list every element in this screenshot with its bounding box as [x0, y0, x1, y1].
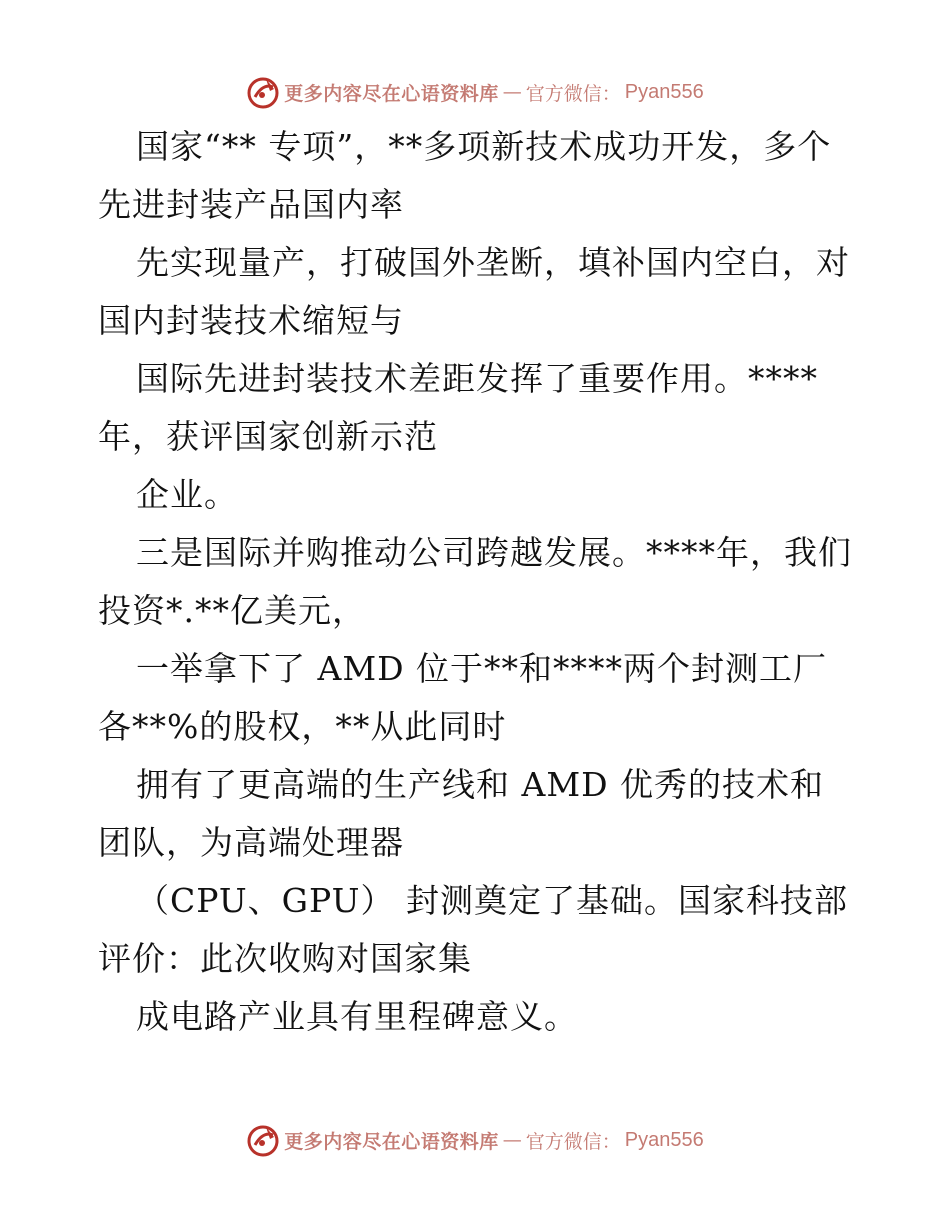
brand-logo-icon: [246, 1123, 280, 1157]
paragraph-8: （CPU、GPU） 封测奠定了基础。国家科技部评价：此次收购对国家集: [98, 881, 848, 978]
footer-wechat-handle: Pyan556: [624, 1128, 704, 1151]
header-banner-inner: [246, 75, 704, 109]
header-wechat-label: 官方微信：: [525, 82, 621, 105]
footer-dash: —: [502, 1129, 522, 1151]
paragraph-5: 三是国际并购推动公司跨越发展。****年，我们投资*.**亿美元，: [98, 533, 852, 630]
footer-wechat-label: 官方微信：: [525, 1130, 621, 1153]
footer-banner-inner: [246, 1123, 704, 1157]
paragraph-9: 成电路产业具有里程碑意义。: [136, 997, 578, 1036]
paragraph-2: 先实现量产，打破国外垄断，填补国内空白，对国内封装技术缩短与: [98, 243, 850, 340]
header-banner: [0, 72, 950, 112]
header-brand-text: 更多内容尽在心语资料库: [284, 82, 499, 105]
paragraph-1: 国家“** 专项”，**多项新技术成功开发，多个先进封装产品国内率: [98, 127, 832, 224]
brand-logo-icon: [246, 75, 280, 109]
footer-brand-text: 更多内容尽在心语资料库: [284, 1130, 499, 1153]
paragraph-4: 企业。: [136, 475, 238, 514]
paragraph-7: 拥有了更高端的生产线和 AMD 优秀的技术和团队，为高端处理器: [98, 765, 825, 862]
footer-banner: [0, 1120, 950, 1160]
paragraph-6: 一举拿下了 AMD 位于**和****两个封测工厂各**%的股权，**从此同时: [98, 649, 828, 746]
document-body: [98, 118, 858, 1046]
header-wechat-handle: Pyan556: [624, 80, 704, 103]
paragraph-3: 国际先进封装技术差距发挥了重要作用。****年，获评国家创新示范: [98, 359, 818, 456]
header-dash: —: [502, 81, 522, 103]
